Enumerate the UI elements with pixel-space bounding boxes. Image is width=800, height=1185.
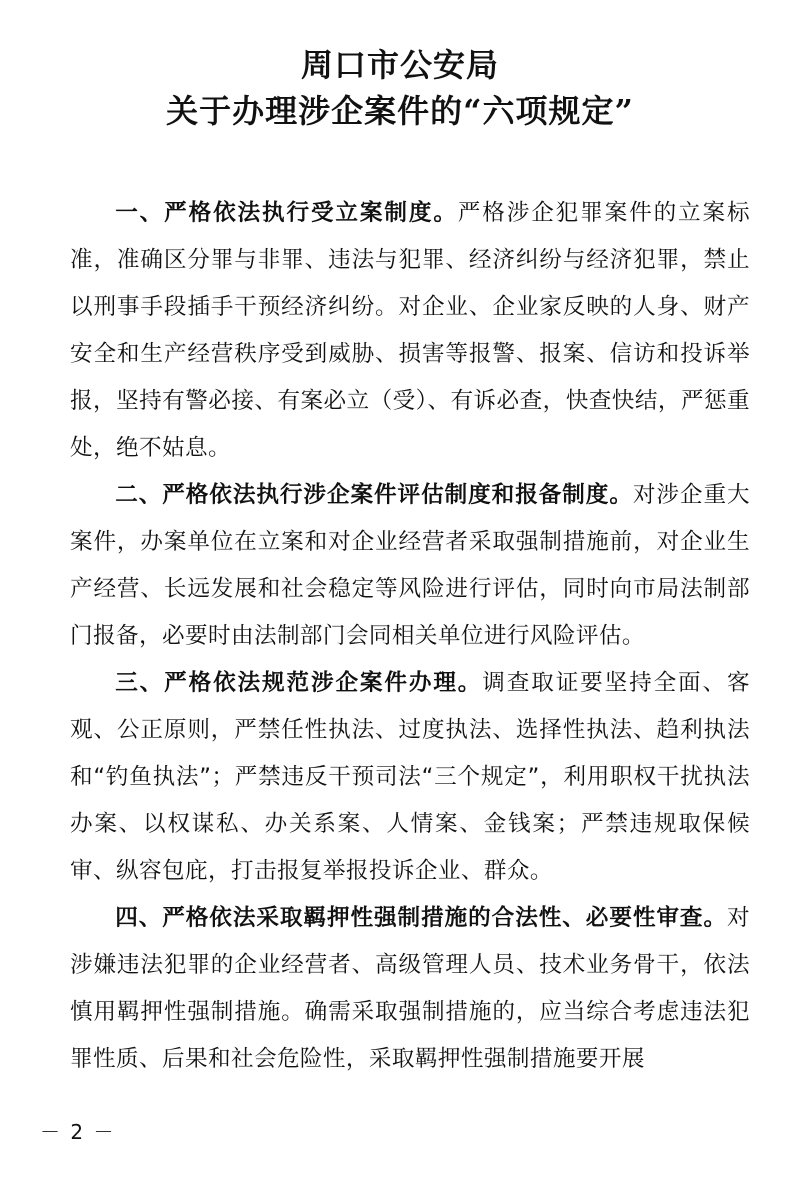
document-body — [70, 190, 750, 1083]
paragraph-3-text: 调查取证要坚持全面、客观、公正原则，严禁任性执法、过度执法、选择性执法、趋利执法和“钓鱼执法”；严禁违反干预司法“三个规定”，利用职权干扰执法办案、以权谋私、办关系案、人情案、金钱案；严禁违规取保候审、纵容包庇，打击报复举报投诉企业、群众。 — [70, 670, 750, 884]
paragraph-4 — [70, 895, 750, 1083]
document-title — [0, 42, 800, 134]
paragraph-3 — [70, 660, 750, 895]
paragraph-2-text: 对涉企重大案件，办案单位在立案和对企业经营者采取强制措施前，对企业生产经营、长远发展和社会稳定等风险进行评估，同时向市局法制部门报备，必要时由法制部门会同相关单位进行风险评估。 — [70, 482, 750, 649]
page-number: － 2 － — [40, 1120, 116, 1144]
paragraph-3-heading: 三、严格依法规范涉企案件办理。 — [115, 670, 483, 696]
paragraph-4-heading: 四、严格依法采取羁押性强制措施的合法性、必要性审查。 — [115, 905, 727, 931]
title-line-2: 关于办理涉企案件的“六项规定” — [166, 92, 634, 130]
paragraph-2 — [70, 472, 750, 660]
paragraph-1 — [70, 190, 750, 472]
title-line-1: 周口市公安局 — [300, 46, 499, 84]
paragraph-1-text: 严格涉企犯罪案件的立案标准，准确区分罪与非罪、违法与犯罪、经济纠纷与经济犯罪，禁止以刑事手段插手干预经济纠纷。对企业、企业家反映的人身、财产安全和生产经营秩序受到威胁、损害等报警、报案、信访和投诉举报，坚持有警必接、有案必立（受）、有诉必查，快查快结，严惩重处，绝不姑息。 — [70, 200, 750, 461]
paragraph-1-heading: 一、严格依法执行受立案制度。 — [115, 200, 458, 226]
paragraph-2-heading: 二、严格依法执行涉企案件评估制度和报备制度。 — [115, 482, 633, 508]
paragraph-4-text: 对涉嫌违法犯罪的企业经营者、高级管理人员、技术业务骨干，依法慎用羁押性强制措施。确需采取强制措施的，应当综合考虑违法犯罪性质、后果和社会危险性，采取羁押性强制措施要开展 — [70, 905, 750, 1072]
